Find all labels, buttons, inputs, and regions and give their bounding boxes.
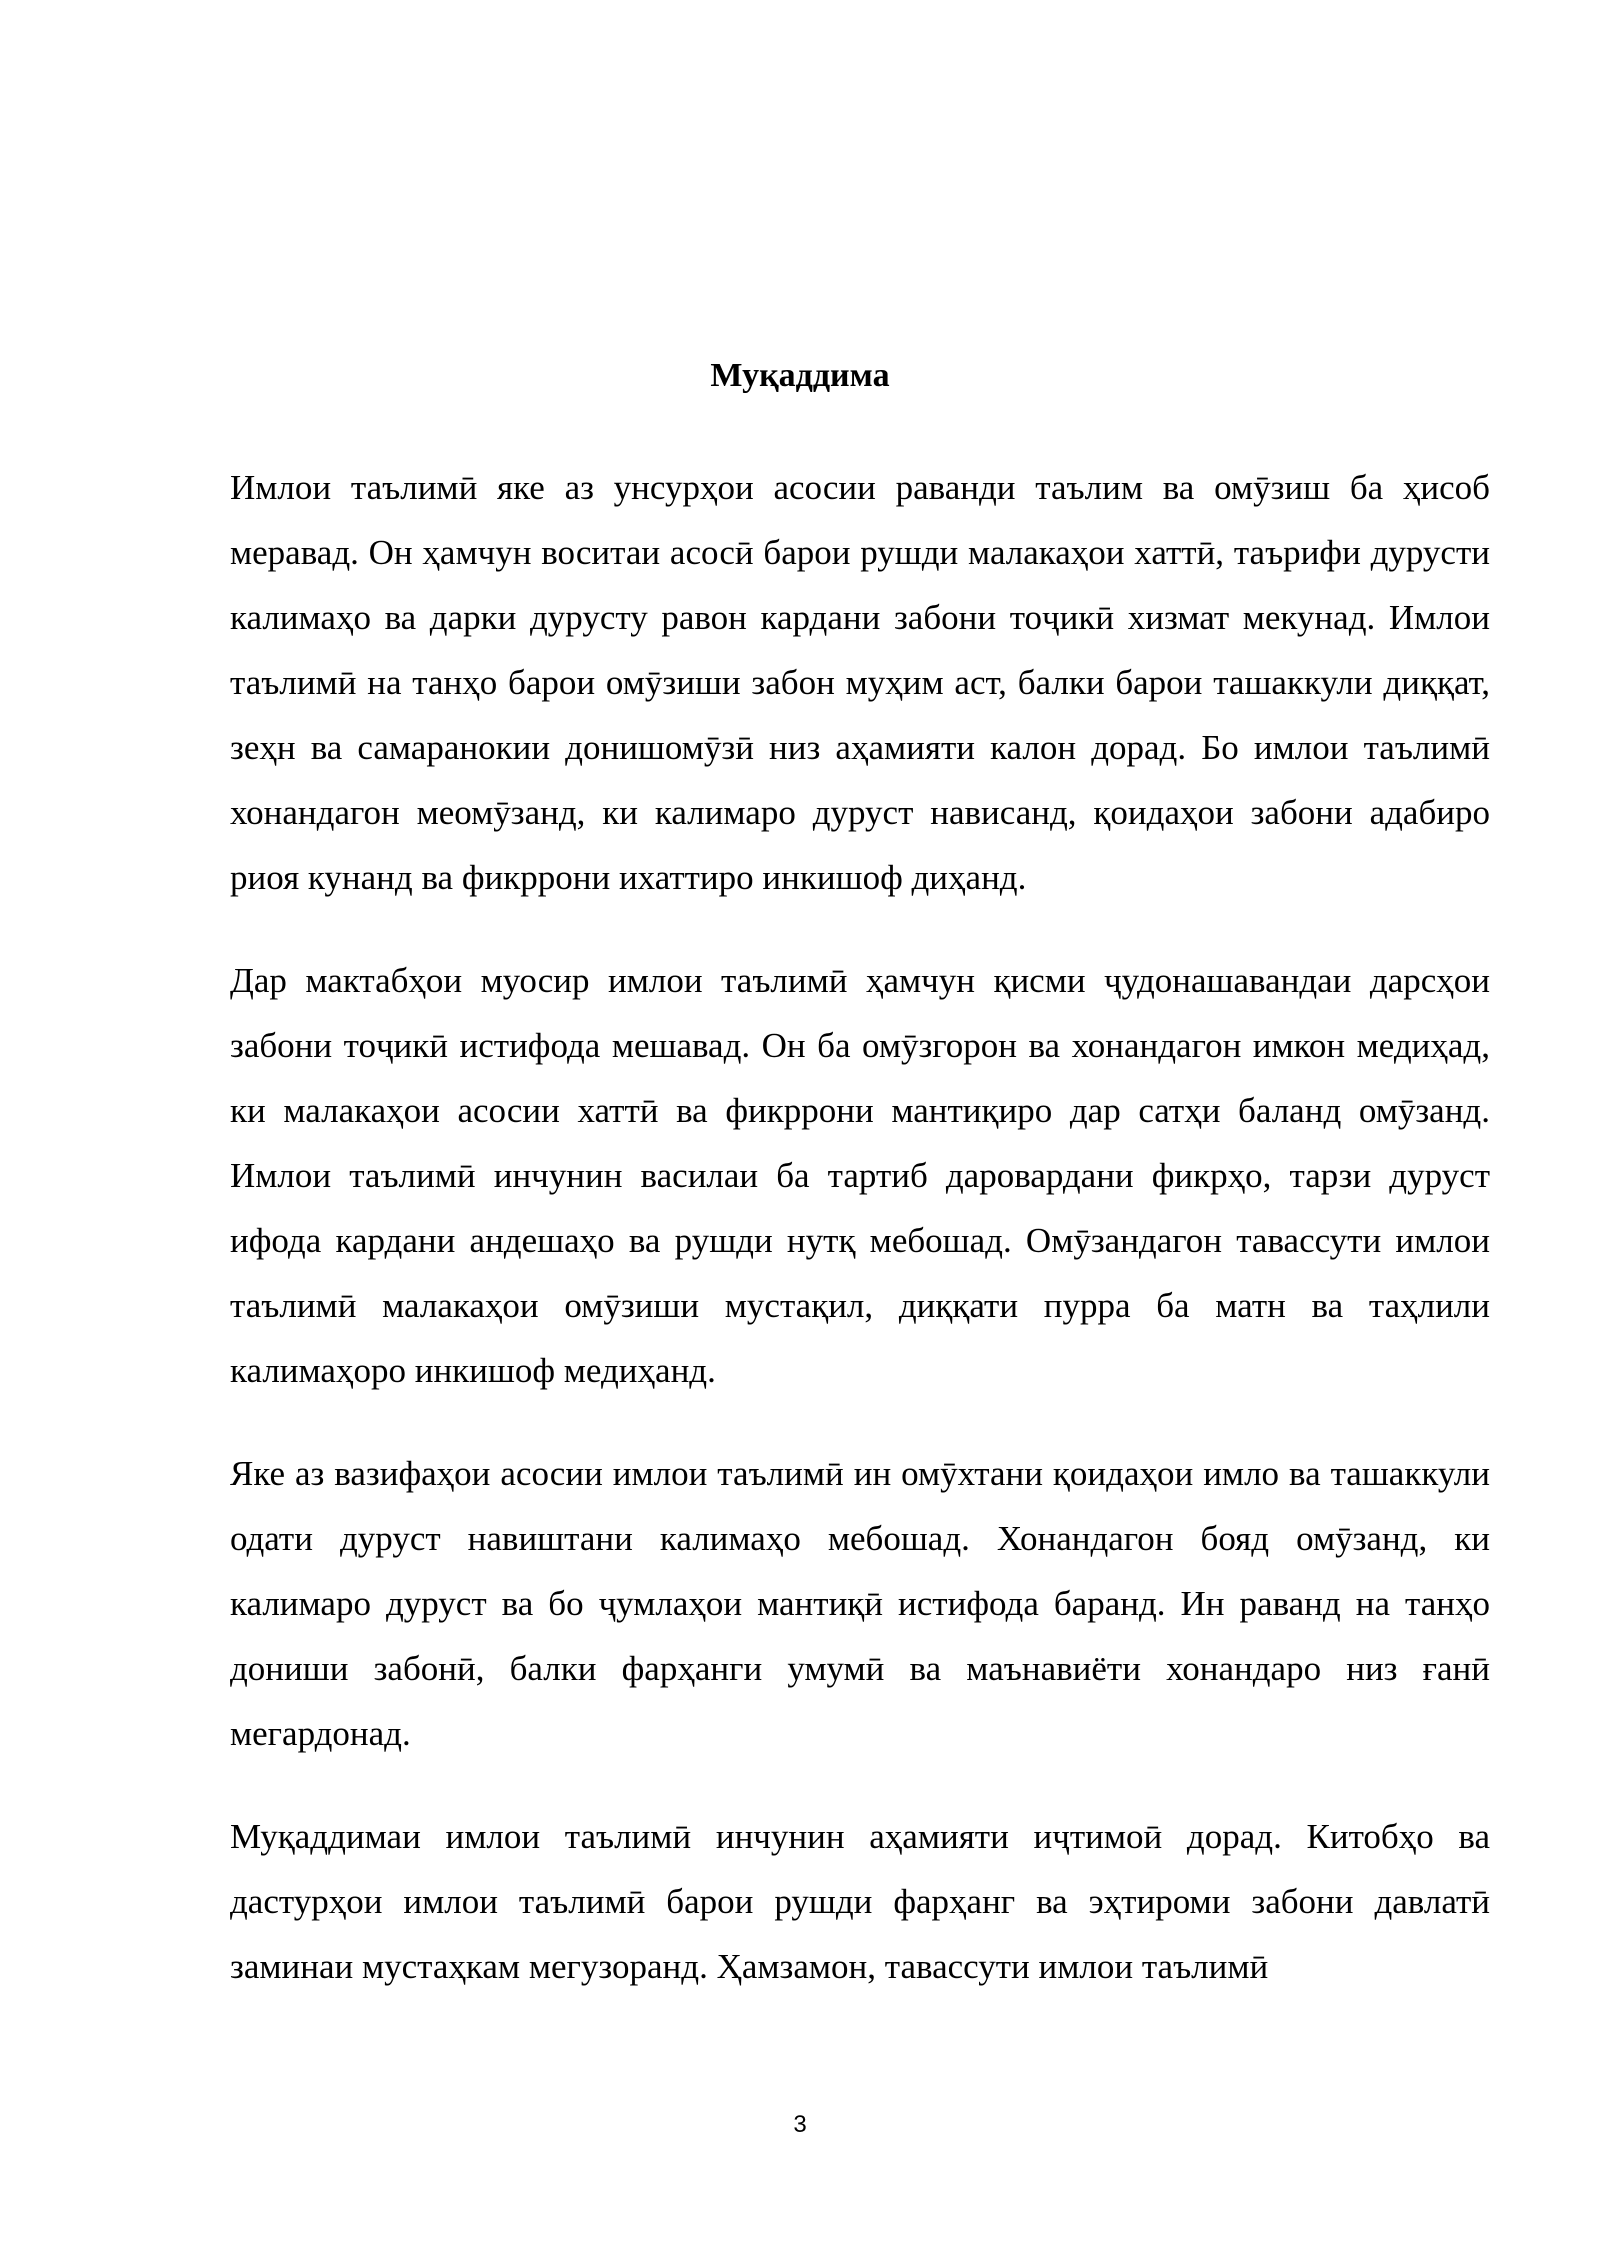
body-text — [230, 455, 1490, 1999]
paragraph-2: Дар мактабҳои муосир имлои таълимӣ ҳамчун қисми ҷудонашавандаи дарсҳои забони тоҷикӣ истифода мешавад. Он ба омӯзгорон ва хонандагон имкон медиҳад, ки малакаҳои асосии хаттӣ ва фикррони мантиқиро дар сатҳи баланд омӯзанд. Имлои таълимӣ инчунин василаи ба тартиб даровардани фикрҳо, тарзи дуруст ифода кардани андешаҳо ва рушди нутқ мебошад. Омӯзандагон тавассути имлои таълимӣ малакаҳои омӯзиши мустақил, диққати пурра ба матн ва таҳлили калимаҳоро инкишоф медиҳанд. — [230, 961, 1490, 1390]
paragraph-3: Яке аз вазифаҳои асосии имлои таълимӣ ин омӯхтани қоидаҳои имло ва ташаккули одати дуруст навиштани калимаҳо мебошад. Хонандагон бояд омӯзанд, ки калимаро дуруст ва бо ҷумлаҳои мантиқӣ истифода баранд. Ин раванд на танҳо дониши забонӣ, балки фарҳанги умумӣ ва маънавиёти хонандаро низ ғанӣ мегардонад. — [230, 1454, 1490, 1753]
paragraph-4: Муқаддимаи имлои таълимӣ инчунин аҳамияти иҷтимоӣ дорад. Китобҳо ва дастурҳои имлои таълимӣ барои рушди фарҳанг ва эҳтироми забони давлатӣ заминаи мустаҳкам мегузоранд. Ҳамзамон, тавассути имлои таълимӣ — [230, 1817, 1490, 1986]
page-number: 3 — [793, 2111, 807, 2138]
page-title: Муқаддима — [710, 357, 890, 394]
paragraph-1: Имлои таълимӣ яке аз унсурҳои асосии раванди таълим ва омӯзиш ба ҳисоб меравад. Он ҳамчун воситаи асосӣ барои рушди малакаҳои хаттӣ, таърифи дурусти калимаҳо ва дарки дурусту равон кардани забони тоҷикӣ хизмат мекунад. Имлои таълимӣ на танҳо барои омӯзиши забон муҳим аст, балки барои ташаккули диққат, зеҳн ва самаранокии донишомӯзӣ низ аҳамияти калон дорад. Бо имлои таълимӣ хонандагон меомӯзанд, ки калимаро дуруст нависанд, қоидаҳои забони адабиро риоя кунанд ва фикррони ихаттиро инкишоф диҳанд. — [230, 468, 1490, 897]
